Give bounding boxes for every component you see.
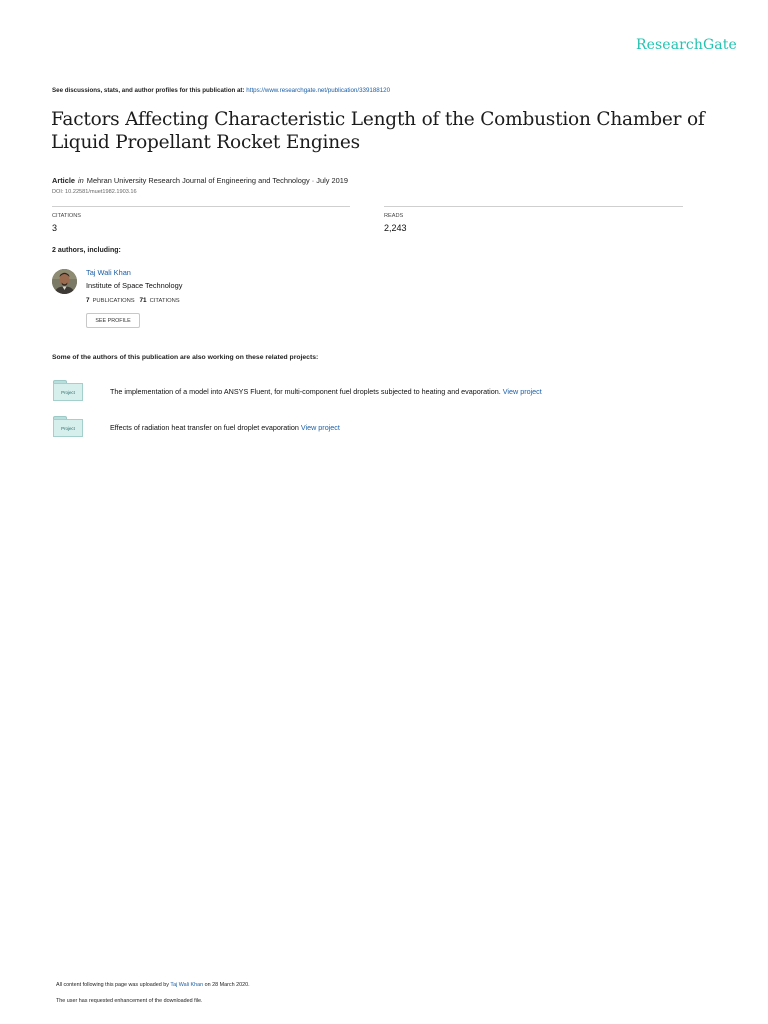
divider-citations [52,206,350,207]
researchgate-logo[interactable]: ResearchGate [636,37,737,53]
author-citations-count: 71 [139,297,147,304]
author-institution: Institute of Space Technology [86,281,183,290]
in-word: in [78,176,84,185]
publication-meta [52,176,348,185]
author-citations-label: CITATIONS [149,298,180,304]
enhancement-note: The user has requested enhancement of the downloaded file. [56,998,203,1004]
author-name-link[interactable]: Taj Wali Khan [86,268,131,277]
see-profile-button[interactable]: SEE PROFILE [86,313,140,328]
view-project-2-link[interactable]: View project [300,423,340,432]
author-avatar[interactable] [52,269,77,294]
upload-note-suffix: on 28 March 2020. [204,982,250,988]
related-project-1-text: The implementation of a model into ANSYS Fluent, for multi-component fuel droplets subjected to heating and evaporation. [110,387,501,396]
authors-heading: 2 authors, including: [52,247,121,254]
folder-label: Project [53,419,83,437]
upload-note-prefix: All content following this page was uploaded by [56,982,169,988]
publication-title: Factors Affecting Characteristic Length of the Combustion Chamber of Liquid Propellant Rocket Engines [51,109,705,153]
author-photo-icon [52,269,77,294]
uploader-link[interactable]: Taj Wali Khan [170,982,204,988]
related-project-2 [110,423,340,432]
reads-value: 2,243 [384,223,407,233]
author-publications-label: PUBLICATIONS [92,298,135,304]
project-folder-icon[interactable] [53,416,83,438]
citations-label: CITATIONS [52,213,82,219]
related-project-1 [110,387,542,396]
folder-label: Project [53,383,83,401]
citations-value: 3 [52,223,58,233]
upload-note [56,982,250,988]
related-projects-heading: Some of the authors of this publication are also working on these related projects: [52,354,319,361]
view-project-1-link[interactable]: View project [502,387,542,396]
author-stats [86,297,180,304]
discussion-note [52,87,390,94]
publication-type: Article [52,176,76,185]
divider-reads [384,206,683,207]
publication-url-link[interactable]: https://www.researchgate.net/publication/339188120 [246,87,391,94]
publication-doi[interactable]: DOI: 10.22581/muet1982.1903.16 [52,189,137,195]
project-folder-icon[interactable] [53,380,83,402]
publication-venue[interactable]: Mehran University Research Journal of Engineering and Technology · July 2019 [86,176,348,185]
related-project-2-text: Effects of radiation heat transfer on fuel droplet evaporation [110,423,299,432]
reads-label: READS [384,213,404,219]
discussion-note-text: See discussions, stats, and author profiles for this publication at: [52,87,245,94]
author-publications-count: 7 [86,297,90,304]
